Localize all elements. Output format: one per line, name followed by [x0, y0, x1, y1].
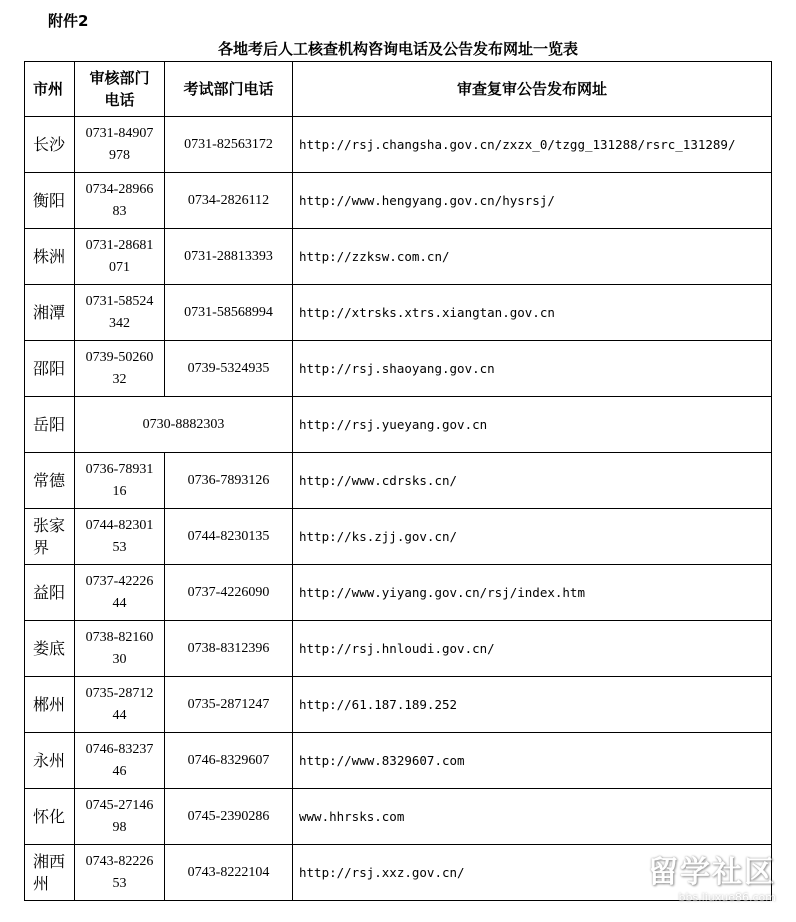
audit-phone-cell: 0734-2896683	[75, 173, 165, 229]
exam-phone-cell: 0731-82563172	[165, 117, 293, 173]
table-row	[25, 845, 772, 901]
contact-table	[24, 61, 772, 901]
audit-phone-cell: 0731-58524342	[75, 285, 165, 341]
audit-phone-cell: 0737-4222644	[75, 565, 165, 621]
table-body	[25, 117, 772, 901]
audit-phone-cell: 0744-8230153	[75, 509, 165, 565]
table-row	[25, 117, 772, 173]
url-cell: http://www.8329607.com	[293, 733, 772, 789]
table-row	[25, 621, 772, 677]
exam-phone-cell: 0743-8222104	[165, 845, 293, 901]
audit-phone-cell: 0746-8323746	[75, 733, 165, 789]
city-cell: 娄底	[25, 621, 75, 677]
header-url: 审查复审公告发布网址	[293, 62, 772, 117]
audit-phone-cell: 0738-8216030	[75, 621, 165, 677]
exam-phone-cell: 0731-58568994	[165, 285, 293, 341]
table-row	[25, 341, 772, 397]
url-cell: www.hhrsks.com	[293, 789, 772, 845]
header-exam-phone: 考试部门电话	[165, 62, 293, 117]
url-cell: http://rsj.yueyang.gov.cn	[293, 397, 772, 453]
exam-phone-cell: 0739-5324935	[165, 341, 293, 397]
table-row	[25, 733, 772, 789]
table-row	[25, 453, 772, 509]
exam-phone-cell: 0746-8329607	[165, 733, 293, 789]
exam-phone-cell: 0745-2390286	[165, 789, 293, 845]
table-row	[25, 565, 772, 621]
city-cell: 张家界	[25, 509, 75, 565]
city-cell: 岳阳	[25, 397, 75, 453]
audit-phone-cell: 0743-8222653	[75, 845, 165, 901]
table-row	[25, 229, 772, 285]
city-cell: 湘潭	[25, 285, 75, 341]
table-row	[25, 677, 772, 733]
table-row	[25, 173, 772, 229]
city-cell: 常德	[25, 453, 75, 509]
city-cell: 益阳	[25, 565, 75, 621]
url-cell: http://www.hengyang.gov.cn/hysrsj/	[293, 173, 772, 229]
url-cell: http://rsj.shaoyang.gov.cn	[293, 341, 772, 397]
city-cell: 长沙	[25, 117, 75, 173]
audit-phone-cell: 0739-5026032	[75, 341, 165, 397]
city-cell: 永州	[25, 733, 75, 789]
watermark-main-text: 留学社区	[648, 855, 776, 890]
audit-phone-cell: 0731-28681071	[75, 229, 165, 285]
audit-phone-cell: 0736-7893116	[75, 453, 165, 509]
exam-phone-cell: 0736-7893126	[165, 453, 293, 509]
exam-phone-cell: 0735-2871247	[165, 677, 293, 733]
header-city: 市州	[25, 62, 75, 117]
exam-phone-cell: 0738-8312396	[165, 621, 293, 677]
attachment-label: 附件2	[48, 12, 89, 30]
audit-phone-cell: 0745-2714698	[75, 789, 165, 845]
merged-phone-cell: 0730-8882303	[75, 397, 293, 453]
document-title: 各地考后人工核查机构咨询电话及公告发布网址一览表	[217, 40, 578, 58]
table-row	[25, 397, 772, 453]
header-audit-phone: 审核部门电话	[75, 62, 165, 117]
url-cell: http://www.yiyang.gov.cn/rsj/index.htm	[293, 565, 772, 621]
url-cell: http://rsj.changsha.gov.cn/zxzx_0/tzgg_131288/rsrc_131289/	[293, 117, 772, 173]
url-cell: http://rsj.xxz.gov.cn/	[293, 845, 772, 901]
exam-phone-cell: 0744-8230135	[165, 509, 293, 565]
city-cell: 怀化	[25, 789, 75, 845]
url-cell: http://61.187.189.252	[293, 677, 772, 733]
city-cell: 衡阳	[25, 173, 75, 229]
url-cell: http://xtrsks.xtrs.xiangtan.gov.cn	[293, 285, 772, 341]
url-cell: http://rsj.hnloudi.gov.cn/	[293, 621, 772, 677]
url-cell: http://www.cdrsks.cn/	[293, 453, 772, 509]
audit-phone-cell: 0735-2871244	[75, 677, 165, 733]
url-cell: http://zzksw.com.cn/	[293, 229, 772, 285]
exam-phone-cell: 0737-4226090	[165, 565, 293, 621]
exam-phone-cell: 0731-28813393	[165, 229, 293, 285]
city-cell: 邵阳	[25, 341, 75, 397]
header-row	[25, 62, 772, 117]
exam-phone-cell: 0734-2826112	[165, 173, 293, 229]
city-cell: 郴州	[25, 677, 75, 733]
table-row	[25, 789, 772, 845]
watermark-sub-text: bbs.liuxue86.com	[678, 891, 776, 904]
city-cell: 株洲	[25, 229, 75, 285]
city-cell: 湘西州	[25, 845, 75, 901]
table-row	[25, 509, 772, 565]
audit-phone-cell: 0731-84907978	[75, 117, 165, 173]
table-row	[25, 285, 772, 341]
url-cell: http://ks.zjj.gov.cn/	[293, 509, 772, 565]
